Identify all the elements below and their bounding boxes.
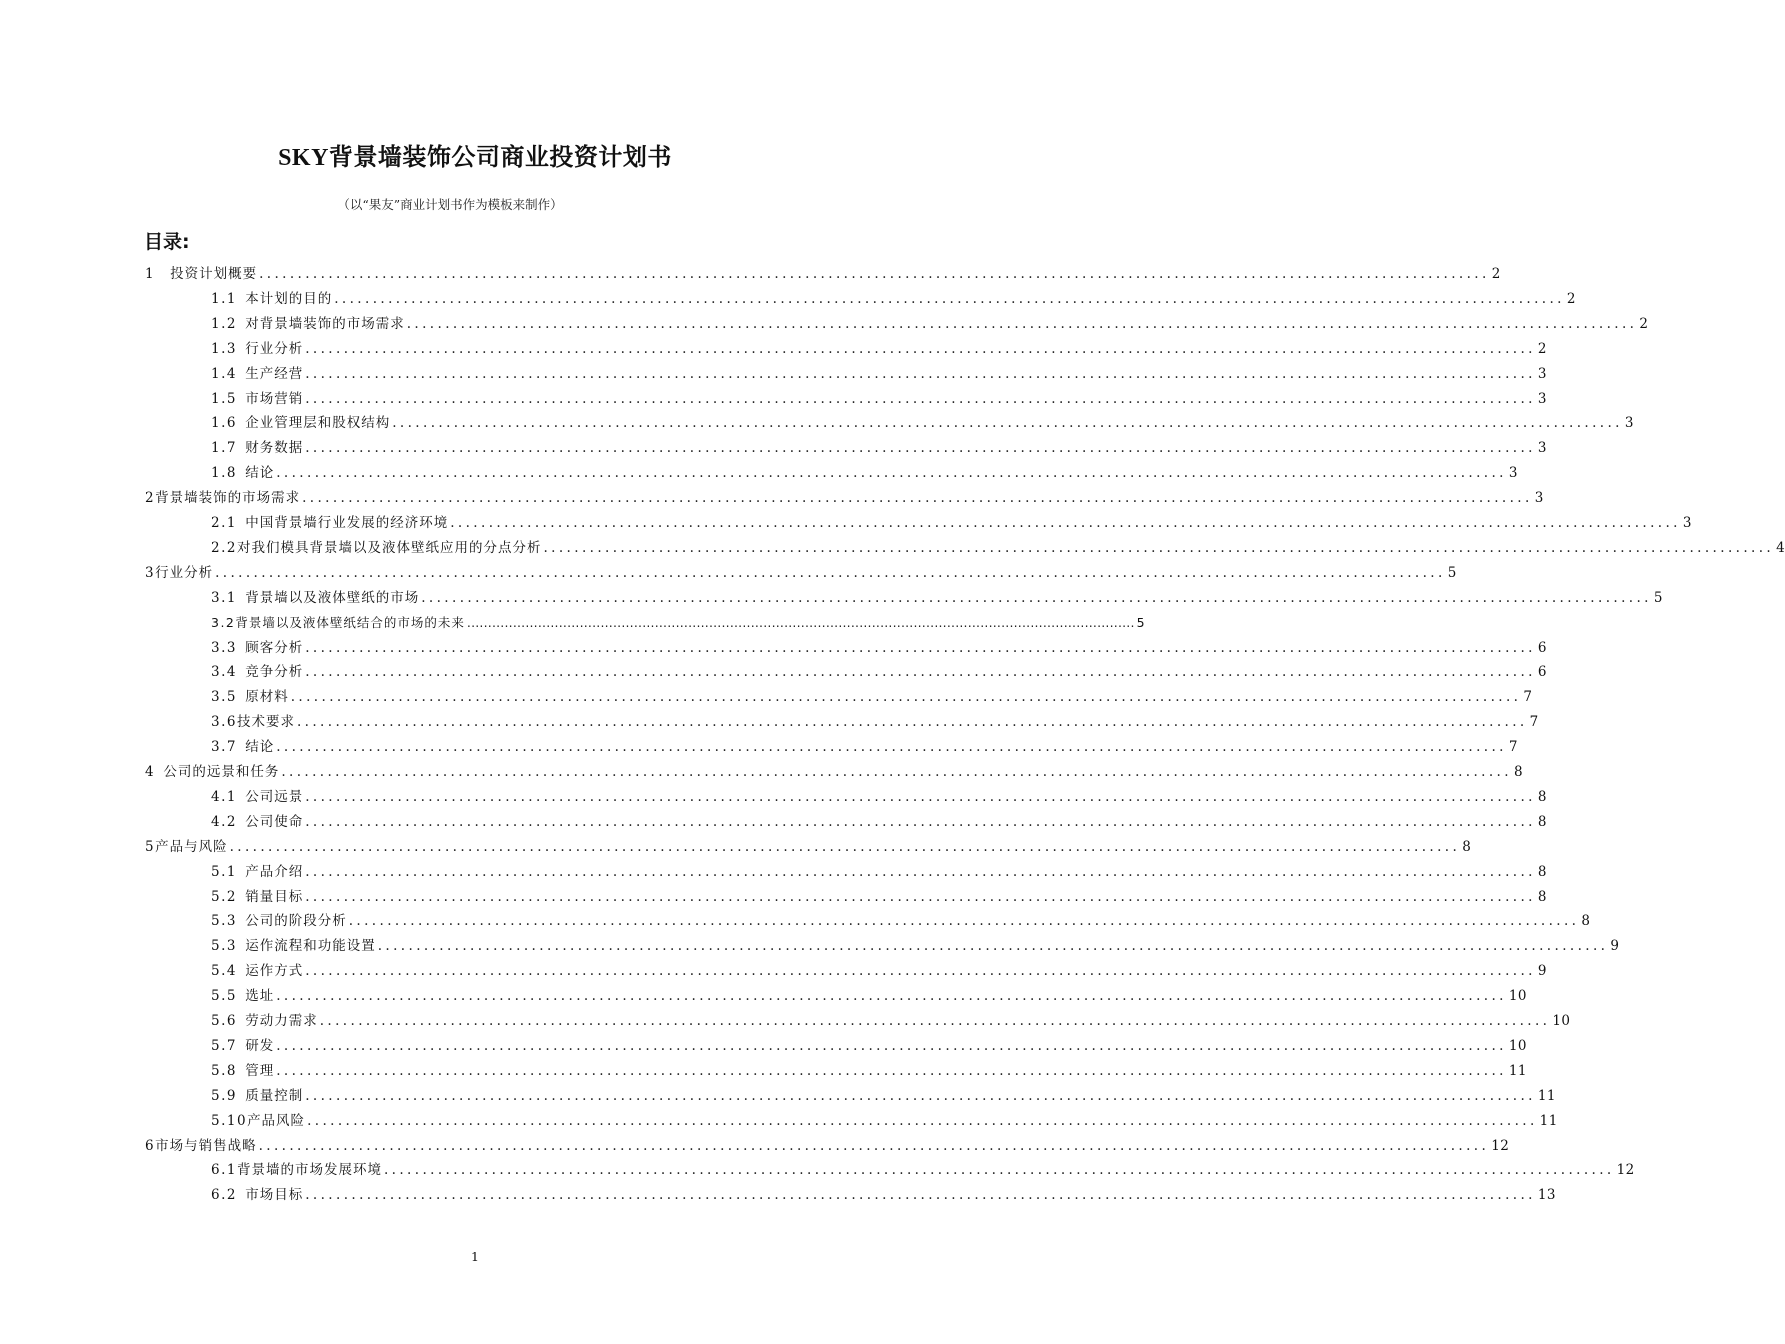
toc-entry-label: 背景墙以及液体壁纸结合的市场的未来 bbox=[235, 614, 465, 630]
toc-entry[interactable] bbox=[211, 511, 1692, 535]
toc-entry-number: 5 bbox=[145, 838, 156, 855]
toc-entry-number: 1.3 bbox=[211, 340, 246, 357]
page-number-footer: 1 bbox=[471, 1249, 479, 1264]
toc-entry-number: 2.2 bbox=[211, 539, 237, 556]
toc-entry-number: 5.7 bbox=[211, 1037, 246, 1054]
toc-dot-leader: ................................................................................................................................................................ bbox=[229, 838, 1461, 855]
toc-entry-number: 1.5 bbox=[211, 390, 246, 407]
toc-entry[interactable] bbox=[211, 1034, 1528, 1058]
toc-entry-label: 生产经营 bbox=[245, 365, 304, 382]
toc-entry-page-number: 2 bbox=[1639, 315, 1649, 332]
toc-entry[interactable] bbox=[211, 810, 1547, 834]
toc-entry-number: 5.6 bbox=[211, 1013, 246, 1029]
toc-entry-label: 投资计划概要 bbox=[170, 266, 258, 282]
toc-entry-label: 运作方式 bbox=[245, 963, 304, 980]
toc-entry-page-number: 12 bbox=[1616, 1162, 1635, 1179]
toc-entry-number: 3.7 bbox=[211, 739, 246, 756]
toc-entry[interactable] bbox=[211, 909, 1591, 933]
toc-dot-leader: ................................................................................................................................................................ bbox=[281, 764, 1512, 780]
toc-entry-label: 公司远景 bbox=[245, 788, 304, 805]
toc-entry-page-number: 8 bbox=[1537, 788, 1547, 805]
toc-dot-leader: ................................................................................................................................................................ bbox=[305, 390, 1536, 407]
toc-entry-page-number: 2 bbox=[1491, 266, 1501, 282]
toc-entry-label: 对背景墙装饰的市场需求 bbox=[245, 315, 405, 332]
toc-entry-label: 市场与销售战略 bbox=[155, 1137, 257, 1154]
toc-dot-leader: ................................................................................................................................................................ bbox=[259, 266, 1490, 282]
toc-dot-leader: ................................................................................................................................................................ bbox=[421, 589, 1652, 606]
toc-entry-number: 5.8 bbox=[211, 1062, 246, 1079]
toc-entry-page-number: 3 bbox=[1534, 490, 1544, 507]
toc-entry-label: 企业管理层和股权结构 bbox=[245, 415, 391, 432]
toc-entry-label: 结论 bbox=[245, 465, 275, 482]
toc-dot-leader: ................................................................................................................................................................ bbox=[348, 913, 1580, 930]
toc-entry[interactable] bbox=[211, 959, 1547, 983]
toc-entry-page-number: 6 bbox=[1537, 664, 1547, 681]
toc-entry-label: 对我们模具背景墙以及液体壁纸应用的分点分析 bbox=[236, 539, 542, 556]
toc-entry-label: 顾客分析 bbox=[245, 639, 304, 656]
toc-entry-page-number: 4 bbox=[1776, 539, 1785, 556]
toc-entry-page-number: 7 bbox=[1523, 689, 1533, 706]
toc-entry[interactable] bbox=[211, 1158, 1635, 1182]
toc-entry[interactable] bbox=[211, 735, 1518, 759]
toc-entry[interactable] bbox=[211, 337, 1547, 361]
toc-entry-page-number: 9 bbox=[1537, 963, 1547, 980]
toc-entry-label: 运作流程和功能设置 bbox=[245, 938, 376, 955]
toc-dot-leader: ................................................................................................................................................................ bbox=[258, 1137, 1490, 1154]
toc-dot-leader: ................................................................................................................................................................ bbox=[319, 1013, 1551, 1029]
toc-entry-number: 6.2 bbox=[211, 1187, 246, 1204]
toc-entry-number: 1.7 bbox=[211, 440, 246, 457]
toc-entry-label: 劳动力需求 bbox=[245, 1013, 318, 1029]
toc-entry[interactable] bbox=[211, 984, 1528, 1008]
toc-dot-leader: ................................................................................................................................................................ bbox=[305, 440, 1536, 457]
toc-entry[interactable] bbox=[211, 536, 1785, 560]
toc-entry-number: 5.10 bbox=[211, 1112, 248, 1129]
toc-entry-number: 3.4 bbox=[211, 664, 246, 681]
toc-dot-leader: ................................................................................................................................................................ bbox=[305, 340, 1536, 357]
toc-dot-leader: ................................................................................................................................................................ bbox=[307, 1112, 1538, 1129]
toc-entry[interactable] bbox=[145, 1134, 1510, 1158]
toc-entry-page-number: 8 bbox=[1537, 888, 1547, 905]
toc-entry-label: 背景墙装饰的市场需求 bbox=[155, 490, 301, 507]
toc-entry-page-number: 12 bbox=[1491, 1137, 1510, 1154]
toc-entry-page-number: 2 bbox=[1566, 290, 1576, 307]
toc-entry[interactable] bbox=[211, 586, 1663, 610]
toc-entry-number: 5.2 bbox=[211, 888, 246, 905]
toc-entry-number: 1 bbox=[145, 266, 171, 282]
toc-entry[interactable] bbox=[211, 436, 1547, 460]
toc-entry-label: 选址 bbox=[245, 988, 275, 1005]
toc-entry-number: 3.2 bbox=[211, 614, 236, 630]
toc-entry-label: 市场目标 bbox=[245, 1187, 304, 1204]
toc-dot-leader: ................................................................................................................................................................ bbox=[406, 315, 1638, 332]
toc-entry-label: 质量控制 bbox=[245, 1087, 304, 1104]
toc-dot-leader: ................................................................................................................................................................ bbox=[334, 290, 1565, 307]
toc-entry[interactable] bbox=[211, 1109, 1558, 1133]
toc-dot-leader: ................................................................................................................................................................ bbox=[305, 639, 1536, 656]
toc-entry-number: 4.2 bbox=[211, 813, 246, 830]
toc-entry-label: 背景墙的市场发展环境 bbox=[236, 1162, 382, 1179]
toc-entry-page-number: 11 bbox=[1508, 1062, 1528, 1079]
toc-entry[interactable] bbox=[211, 387, 1547, 411]
toc-dot-leader: ................................................................................................................................................................ bbox=[276, 1062, 1507, 1079]
document-title: SKY背景墙装饰公司商业投资计划书 bbox=[278, 145, 672, 171]
document-subtitle: （以“果友”商业计划书作为模板来制作） bbox=[337, 197, 563, 212]
toc-entry-label: 市场营销 bbox=[245, 390, 304, 407]
toc-entry[interactable] bbox=[211, 312, 1649, 336]
toc-entry-number: 5.3 bbox=[211, 913, 246, 930]
toc-entry[interactable] bbox=[211, 710, 1539, 734]
toc-dot-leader: ................................................................................................................................................................ bbox=[450, 515, 1681, 531]
toc-entry[interactable] bbox=[211, 685, 1533, 709]
toc-entry[interactable] bbox=[145, 760, 1524, 784]
toc-entry-number: 5.9 bbox=[211, 1087, 246, 1104]
toc-entry-number: 1.6 bbox=[211, 415, 246, 432]
toc-entry-number: 3.6 bbox=[211, 714, 237, 731]
toc-entry-label: 原材料 bbox=[245, 689, 289, 706]
toc-entry-label: 销量目标 bbox=[245, 888, 304, 905]
toc-entry-number: 4.1 bbox=[211, 788, 246, 805]
toc-dot-leader: ................................................................................................................................................................ bbox=[305, 1087, 1536, 1104]
toc-entry[interactable] bbox=[145, 835, 1472, 859]
toc-dot-leader: ................................................................................................................................................................ bbox=[305, 963, 1536, 980]
toc-entry[interactable] bbox=[211, 1084, 1557, 1108]
toc-entry-page-number: 10 bbox=[1508, 1037, 1528, 1054]
toc-entry-page-number: 3 bbox=[1682, 515, 1692, 531]
toc-dot-leader: ................................................................................................................................................................ bbox=[383, 1162, 1615, 1179]
toc-entry-label: 技术要求 bbox=[236, 714, 295, 731]
toc-entry-page-number: 13 bbox=[1537, 1187, 1557, 1204]
toc-entry-page-number: 5 bbox=[1653, 589, 1663, 606]
toc-entry-page-number: 3 bbox=[1624, 415, 1634, 432]
toc-entry[interactable] bbox=[211, 611, 1146, 635]
toc-entry-label: 产品与风险 bbox=[155, 838, 228, 855]
toc-dot-leader: ................................................................................................................................................................ bbox=[466, 614, 1135, 630]
toc-entry-page-number: 3 bbox=[1508, 465, 1518, 482]
toc-entry-number: 5.3 bbox=[211, 938, 246, 955]
toc-entry-label: 背景墙以及液体壁纸的市场 bbox=[245, 589, 420, 606]
toc-entry-label: 本计划的目的 bbox=[245, 290, 333, 307]
toc-entry-label: 竞争分析 bbox=[245, 664, 304, 681]
toc-entry[interactable] bbox=[211, 860, 1547, 884]
toc-dot-leader: ................................................................................................................................................................ bbox=[305, 863, 1536, 880]
toc-entry-page-number: 5 bbox=[1136, 614, 1146, 630]
toc-entry-page-number: 8 bbox=[1581, 913, 1591, 930]
toc-entry-number: 6 bbox=[145, 1137, 156, 1154]
toc-dot-leader: ................................................................................................................................................................ bbox=[305, 365, 1536, 382]
toc-entry-number: 3 bbox=[145, 564, 156, 581]
toc-entry-page-number: 9 bbox=[1610, 938, 1620, 955]
toc-dot-leader: ................................................................................................................................................................ bbox=[302, 490, 1533, 507]
toc-entry-page-number: 8 bbox=[1462, 838, 1472, 855]
toc-entry-number: 1.4 bbox=[211, 365, 246, 382]
toc-entry-page-number: 8 bbox=[1513, 764, 1524, 780]
toc-entry-page-number: 3 bbox=[1537, 440, 1547, 457]
toc-entry[interactable] bbox=[211, 287, 1576, 311]
toc-dot-leader: ................................................................................................................................................................ bbox=[543, 539, 1775, 556]
toc-dot-leader: ................................................................................................................................................................ bbox=[305, 1187, 1536, 1204]
toc-entry-number: 1.2 bbox=[211, 315, 246, 332]
toc-entry-number: 2.1 bbox=[211, 515, 246, 531]
toc-entry-label: 行业分析 bbox=[155, 564, 214, 581]
toc-entry[interactable] bbox=[211, 461, 1518, 485]
toc-entry-label: 公司使命 bbox=[245, 813, 304, 830]
toc-entry-number: 1.1 bbox=[211, 290, 246, 307]
toc-entry-number: 1.8 bbox=[211, 465, 246, 482]
toc-entry-label: 产品风险 bbox=[247, 1112, 306, 1129]
toc-entry-label: 中国背景墙行业发展的经济环境 bbox=[245, 515, 449, 531]
toc-entry-number: 3.5 bbox=[211, 689, 246, 706]
toc-entry-number: 5.4 bbox=[211, 963, 246, 980]
toc-entry-page-number: 5 bbox=[1447, 564, 1457, 581]
toc-entry-page-number: 11 bbox=[1537, 1087, 1557, 1104]
toc-entry-number: 5.5 bbox=[211, 988, 246, 1005]
toc-entry[interactable] bbox=[211, 1009, 1571, 1033]
toc-entry-number: 3.1 bbox=[211, 589, 246, 606]
toc-entry[interactable] bbox=[211, 636, 1547, 660]
toc-entry[interactable] bbox=[211, 362, 1547, 386]
toc-dot-leader: ................................................................................................................................................................ bbox=[276, 739, 1507, 756]
toc-entry[interactable] bbox=[145, 561, 1457, 585]
toc-heading: 目录: bbox=[144, 231, 190, 253]
toc-dot-leader: ................................................................................................................................................................ bbox=[305, 788, 1536, 805]
toc-dot-leader: ................................................................................................................................................................ bbox=[377, 938, 1609, 955]
toc-entry-page-number: 6 bbox=[1537, 639, 1547, 656]
toc-entry-page-number: 3 bbox=[1537, 365, 1547, 382]
toc-entry[interactable] bbox=[211, 885, 1547, 909]
toc-entry-label: 研发 bbox=[245, 1037, 275, 1054]
toc-dot-leader: ................................................................................................................................................................ bbox=[276, 1037, 1507, 1054]
toc-entry-page-number: 8 bbox=[1537, 813, 1547, 830]
toc-dot-leader: ................................................................................................................................................................ bbox=[305, 888, 1536, 905]
toc-entry[interactable] bbox=[211, 1059, 1528, 1083]
toc-entry-page-number: 10 bbox=[1552, 1013, 1571, 1029]
toc-entry[interactable] bbox=[211, 1183, 1557, 1207]
toc-entry-label: 公司的远景和任务 bbox=[163, 764, 280, 780]
toc-entry-number: 4 bbox=[145, 764, 164, 780]
toc-entry-page-number: 8 bbox=[1537, 863, 1547, 880]
toc-dot-leader: ................................................................................................................................................................ bbox=[290, 689, 1522, 706]
toc-entry-page-number: 7 bbox=[1508, 739, 1518, 756]
toc-dot-leader: ................................................................................................................................................................ bbox=[305, 813, 1536, 830]
toc-entry-number: 5.1 bbox=[211, 863, 246, 880]
toc-entry-label: 产品介绍 bbox=[245, 863, 304, 880]
toc-entry-page-number: 2 bbox=[1537, 340, 1547, 357]
toc-entry[interactable] bbox=[211, 934, 1620, 958]
toc-entry[interactable] bbox=[211, 785, 1547, 809]
toc-entry-number: 2 bbox=[145, 490, 156, 507]
toc-entry-label: 管理 bbox=[245, 1062, 275, 1079]
toc-entry[interactable] bbox=[211, 660, 1547, 684]
toc-entry-label: 财务数据 bbox=[245, 440, 304, 457]
toc-entry-number: 6.1 bbox=[211, 1162, 237, 1179]
toc-entry-page-number: 7 bbox=[1529, 714, 1539, 731]
toc-entry-page-number: 10 bbox=[1508, 988, 1528, 1005]
toc-entry-label: 公司的阶段分析 bbox=[245, 913, 347, 930]
toc-dot-leader: ................................................................................................................................................................ bbox=[392, 415, 1623, 432]
toc-entry[interactable] bbox=[145, 486, 1544, 510]
toc-entry[interactable] bbox=[145, 262, 1501, 286]
toc-entry-page-number: 3 bbox=[1537, 390, 1547, 407]
toc-entry-label: 结论 bbox=[245, 739, 275, 756]
toc-entry-label: 行业分析 bbox=[245, 340, 304, 357]
toc-dot-leader: ................................................................................................................................................................ bbox=[305, 664, 1536, 681]
toc-dot-leader: ................................................................................................................................................................ bbox=[296, 714, 1528, 731]
toc-dot-leader: ................................................................................................................................................................ bbox=[276, 988, 1507, 1005]
toc-entry-number: 3.3 bbox=[211, 639, 246, 656]
toc-dot-leader: ................................................................................................................................................................ bbox=[215, 564, 1446, 581]
toc-dot-leader: ................................................................................................................................................................ bbox=[276, 465, 1507, 482]
toc-entry-page-number: 11 bbox=[1539, 1112, 1558, 1129]
toc-entry[interactable] bbox=[211, 411, 1634, 435]
